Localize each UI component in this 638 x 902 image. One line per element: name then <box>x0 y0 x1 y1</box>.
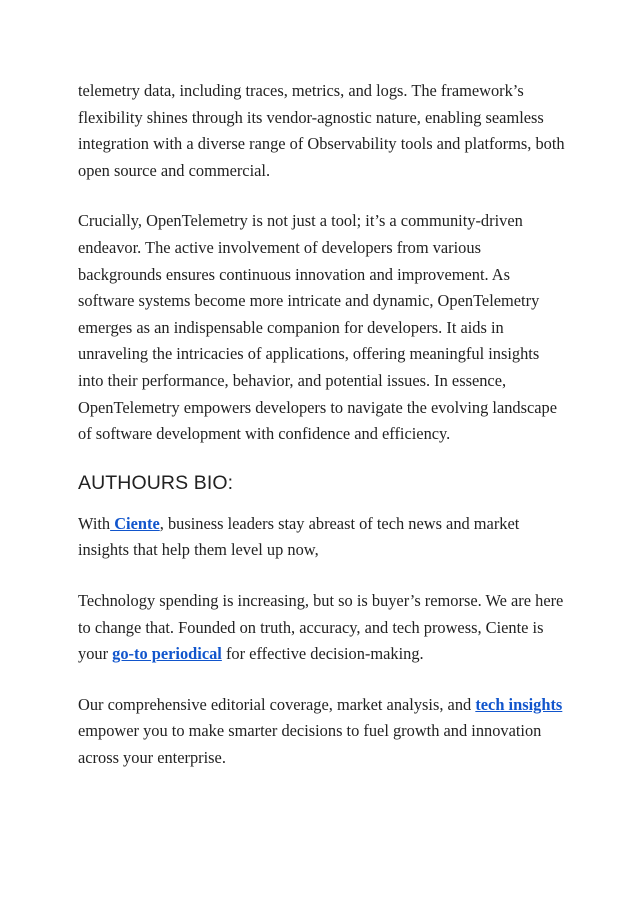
ciente-link[interactable]: Ciente <box>110 513 160 533</box>
paragraph-community-driven: Crucially, OpenTelemetry is not just a tool; it’s a community-driven endeavor. The active involvement of developers from various backgrounds ensures continuous innovation and improvement. As software systems become more intricate and dynamic, OpenTelemetry emerges as an indispensable companion for developers. It aids in unraveling the intricacies of applications, offering meaningful insights into their performance, behavior, and potential issues. In essence, OpenTelemetry empowers developers to navigate the evolving landscape of software development with confidence and efficiency. <box>78 211 558 444</box>
paragraph-editorial-coverage <box>78 692 568 772</box>
text-segment: Technology spending is increasing, but so is buyer’s remorse. We are here to change that. Founded on truth, accuracy, and tech prowess, Ciente is your <box>78 591 564 664</box>
authors-bio-heading: AUTHOURS BIO: <box>78 471 234 494</box>
text-segment: Our comprehensive editorial coverage, market analysis, and <box>78 694 476 714</box>
paragraph-telemetry-flexibility: telemetry data, including traces, metrics, and logs. The framework’s flexibility shines through its vendor-agnostic nature, enabling seamless integration with a diverse range of Observability tools and platforms, both open source and commercial. <box>78 81 565 180</box>
text-segment: for effective decision-making. <box>221 644 424 664</box>
tech-insights-link[interactable]: tech insights <box>475 694 563 714</box>
text-segment: , business leaders stay abreast of tech news and market insights that help them level up now, <box>78 513 520 560</box>
text-segment: With <box>78 513 111 533</box>
paragraph-tech-spending <box>78 588 568 668</box>
text-segment: empower you to make smarter decisions to fuel growth and innovation across your enterprise. <box>78 721 542 768</box>
paragraph-ciente-intro <box>78 511 568 564</box>
document-page <box>78 78 568 772</box>
go-to-periodical-link[interactable]: go-to periodical <box>112 644 222 664</box>
